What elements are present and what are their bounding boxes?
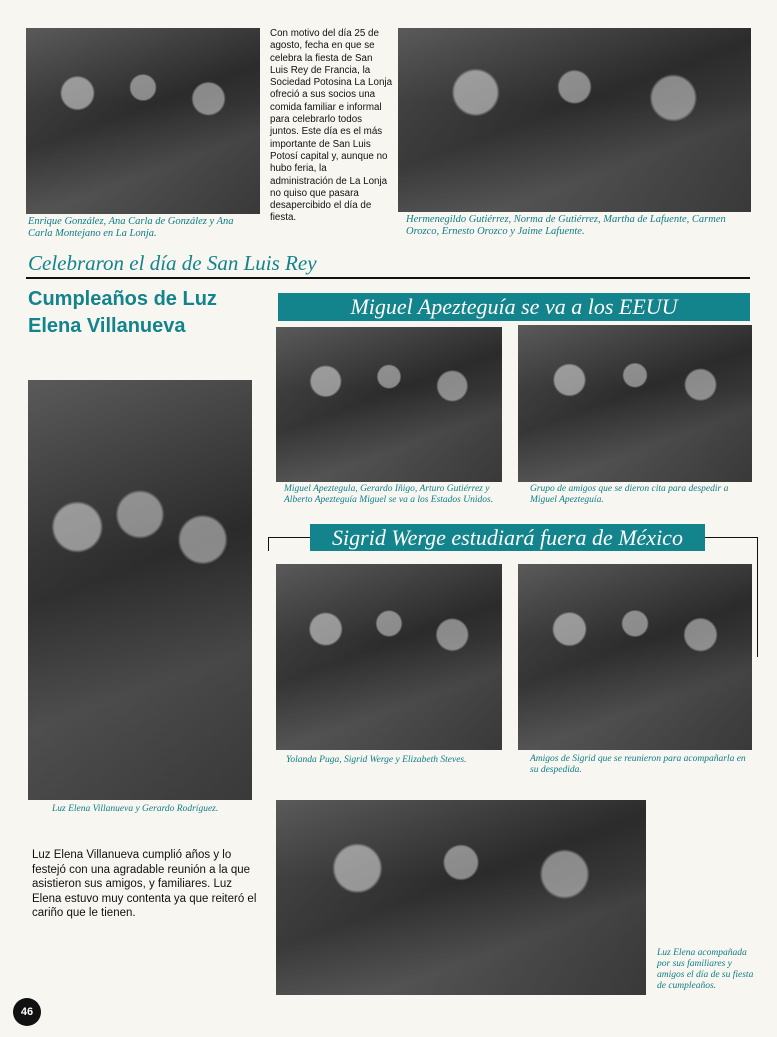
headline-san-luis: Celebraron el día de San Luis Rey [28, 251, 317, 275]
caption-lonja: Hermenegildo Gutiérrez, Norma de Gutiérrez, Martha de Lafuente, Carmen Orozco, Ernesto Orozco y Jaime Lafuente. [406, 214, 726, 237]
sigrid-frame-right [757, 537, 758, 657]
sigrid-frame-left [268, 537, 269, 551]
photo-birthday-group [276, 800, 646, 995]
page-number: 46 [20, 1006, 34, 1018]
caption-miguel-left: Miguel Apeztegula, Gerardo Iñigo, Arturo Gutiérrez y Alberto Apezteguía Miguel se va a los Estados Unidos. [284, 484, 494, 505]
caption-sigrid-left: Yolanda Puga, Sigrid Werge y Elizabeth Steves. [286, 755, 467, 765]
page-number-badge [13, 998, 41, 1026]
caption-luz-elena: Luz Elena Villanueva y Gerardo Rodríguez. [52, 804, 219, 814]
photo-sigrid-friends [276, 564, 502, 750]
birthday-title: Cumpleaños de Luz Elena Villanueva [28, 288, 217, 337]
caption-miguel-right: Grupo de amigos que se dieron cita para despedir a Miguel Apezteguía. [530, 484, 729, 505]
photo-miguel-friends [276, 327, 502, 482]
caption-sigrid-right: Amigos de Sigrid que se reunieron para acompañarla en su despedida. [530, 754, 746, 775]
photo-sigrid-group [518, 564, 752, 750]
caption-gonzalez: Enrique González, Ana Carla de González y Ana Carla Montejano en La Lonja. [28, 216, 234, 239]
section-divider [26, 277, 750, 279]
photo-miguel-group [518, 325, 752, 482]
story-birthday: Luz Elena Villanueva cumplió años y lo festejó con una agradable reunión a la que asistieron sus amigos, y familiares. Luz Elena estuvo muy contenta ya que reiteró el cariño que le tienen. [32, 849, 257, 919]
photo-lonja-table [398, 28, 751, 212]
banner-sigrid: Sigrid Werge estudiará fuera de México [310, 524, 705, 551]
caption-birthday-group: Luz Elena acompañada por sus familiares y amigos el día de su fiesta de cumpleaños. [657, 948, 754, 991]
banner-miguel: Miguel Apezteguía se va a los EEUU [278, 293, 750, 321]
story-san-luis: Con motivo del día 25 de agosto, fecha en que se celebra la fiesta de San Luis Rey de Francia, la Sociedad Potosina La Lonja ofreció a sus socios una comida familiar e informal para celebrarlo todos juntos. Este día es el más importante de San Luis Potosí capital y, aunque no hubo feria, la administración de La Lonja no quiso que pasara desapercibido el día de fiesta. [270, 28, 393, 224]
photo-gonzalez-family [26, 28, 260, 214]
photo-luz-elena-gerardo [28, 380, 252, 800]
